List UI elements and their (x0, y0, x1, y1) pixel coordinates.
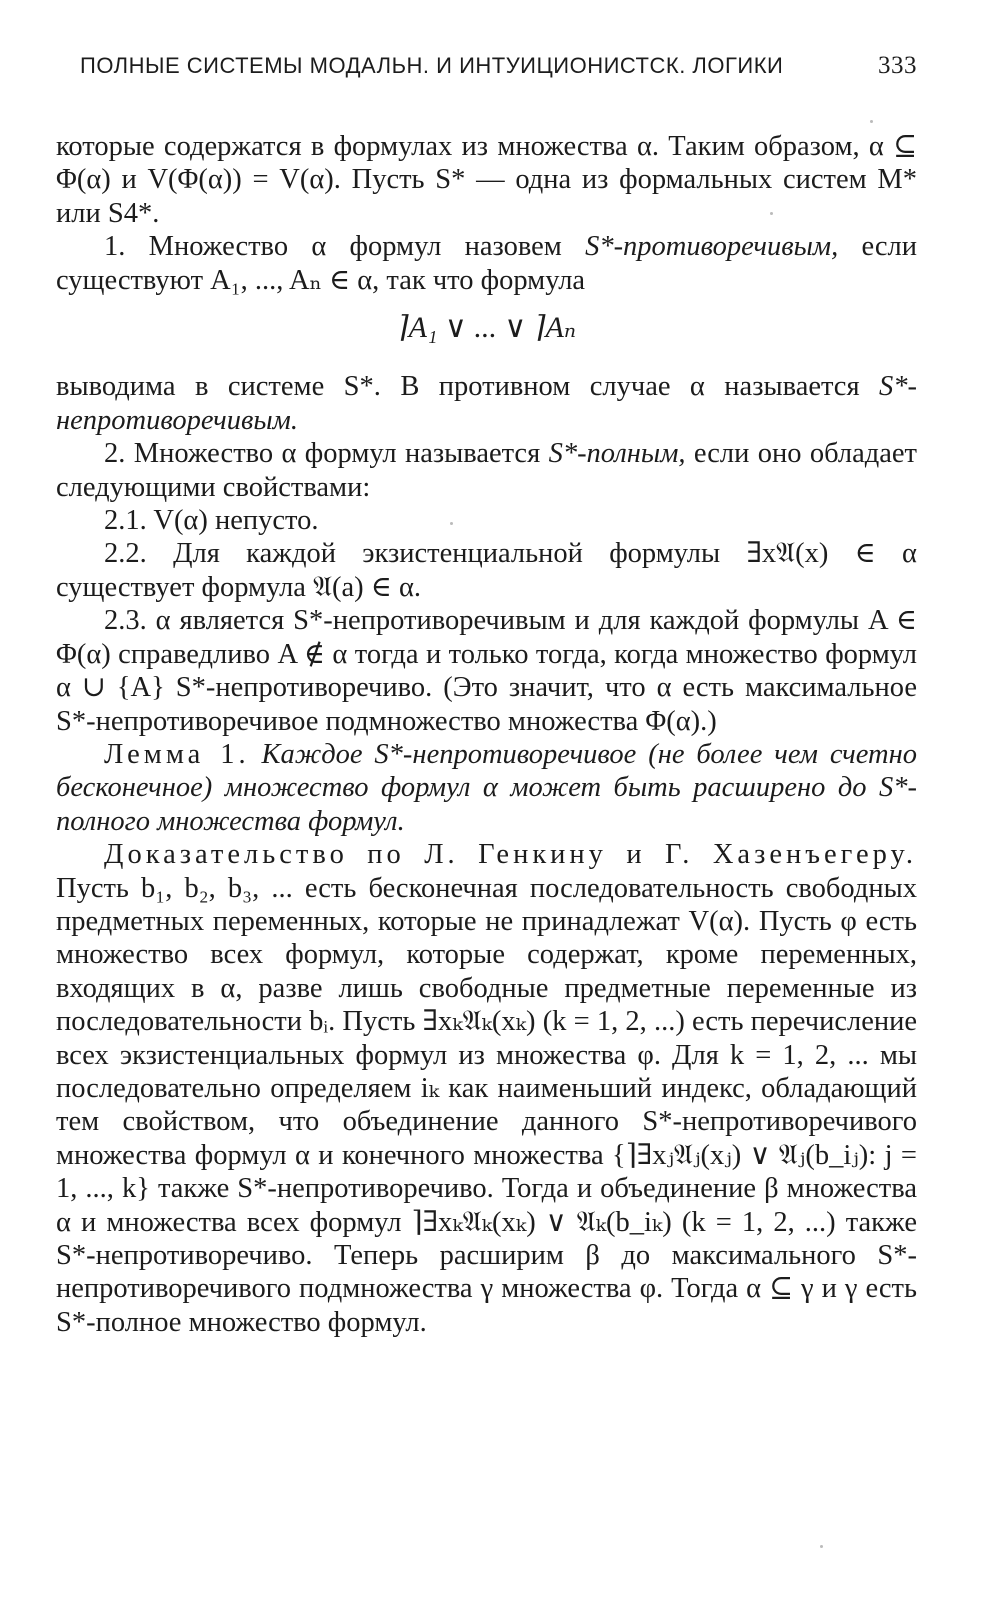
lemma-statement: Каждое S*-непротиворечивое (не более чем счетно бесконечное) множество формул α может быть расширено до S*-полного множества формул. (56, 738, 917, 837)
print-speck (820, 1545, 823, 1548)
property-2-3: 2.3. α является S*-непротиворечивым и для каждой формулы A ∈ Φ(α) справедливо A ∉ α тогда и только тогда, когда множество формул α ∪ {A} S*-непротиворечиво. (Это значит, что α есть максимальное S*-непротиворечивое подмножество множества Φ(α).) (56, 605, 917, 737)
page-number: 333 (878, 52, 917, 79)
proof-label: Доказательство по Л. Генкину и Г. Хазенъегеру. (104, 839, 917, 871)
paragraph-intro: которые содержатся в формулах из множества α. Таким образом, α ⊆ Φ(α) и V(Φ(α)) = V(α). Пусть S* — одна из формальных систем M* или S4*. (56, 131, 917, 229)
term-contradictory: S*-противоречивым, (585, 231, 839, 263)
proof-text: Пусть b₁, b₂, b₃, ... есть бесконечная последовательность свободных предметных переменных, которые не принадлежат V(α). Пусть φ есть множество всех формул, которые содержат, кроме переменных, входящих в α, разве лишь свободные предметные переменные из последовательности bᵢ. Пусть ∃xₖ𝔄ₖ(xₖ) (k = 1, 2, ...) есть перечисление всех экзистенциальных формул из множества φ. Для k = 1, 2, ... мы последовательно определяем iₖ как наименьший индекс, обладающий тем свойством, что объединение данного S*-непротиворечивого множества формул α и конечного множества {⌉∃xⱼ𝔄ⱼ(xⱼ) ∨ 𝔄ⱼ(b_iⱼ): j = 1, ..., k} также S*-непротиворечиво. Тогда и объединение β множества α и множества всех формул ⌉∃xₖ𝔄ₖ(xₖ) ∨ 𝔄ₖ(b_iₖ) (k = 1, 2, ...) также S*-непротиворечиво. Теперь расширим β до максимального S*-непротиворечивого подмножества γ множества φ. Тогда α ⊆ γ и γ есть S*-полное множество формул. (56, 872, 917, 1338)
definition-1 (56, 230, 917, 297)
paragraph-derivable (56, 370, 917, 437)
definition-2-start: 2. Множество α формул называется (104, 438, 549, 470)
main-text (56, 130, 917, 1339)
print-speck (450, 522, 453, 525)
lemma-label: Лемма 1. (104, 738, 250, 770)
print-speck (870, 120, 873, 123)
print-speck (770, 212, 773, 215)
derivable-text: выводима в системе S*. В противном случае α называется (56, 371, 879, 403)
definition-2-end: если оно обладает следующими свойствами: (56, 438, 917, 503)
running-title: ПОЛНЫЕ СИСТЕМЫ МОДАЛЬН. И ИНТУИЦИОНИСТСК. ЛОГИКИ (80, 53, 784, 78)
proof (56, 838, 917, 1339)
term-consistent: S*-непротиворечивым. (56, 371, 917, 436)
lemma-1 (56, 738, 917, 838)
definition-1-end: если существуют A₁, ..., Aₙ ∈ α, так что формула (56, 231, 917, 296)
term-complete: S*-полным, (548, 438, 686, 470)
property-2-1: 2.1. V(α) непусто. (104, 505, 319, 537)
property-2-2: 2.2. Для каждой экзистенциальной формулы ∃x𝔄(x) ∈ α существует формула 𝔄(a) ∈ α. (56, 538, 917, 603)
definition-2 (56, 437, 917, 504)
display-formula: ⌉A₁ ∨ ... ∨ ⌉Aₙ (396, 311, 577, 345)
definition-1-start: 1. Множество α формул назовем (104, 231, 586, 263)
running-header (80, 52, 917, 80)
